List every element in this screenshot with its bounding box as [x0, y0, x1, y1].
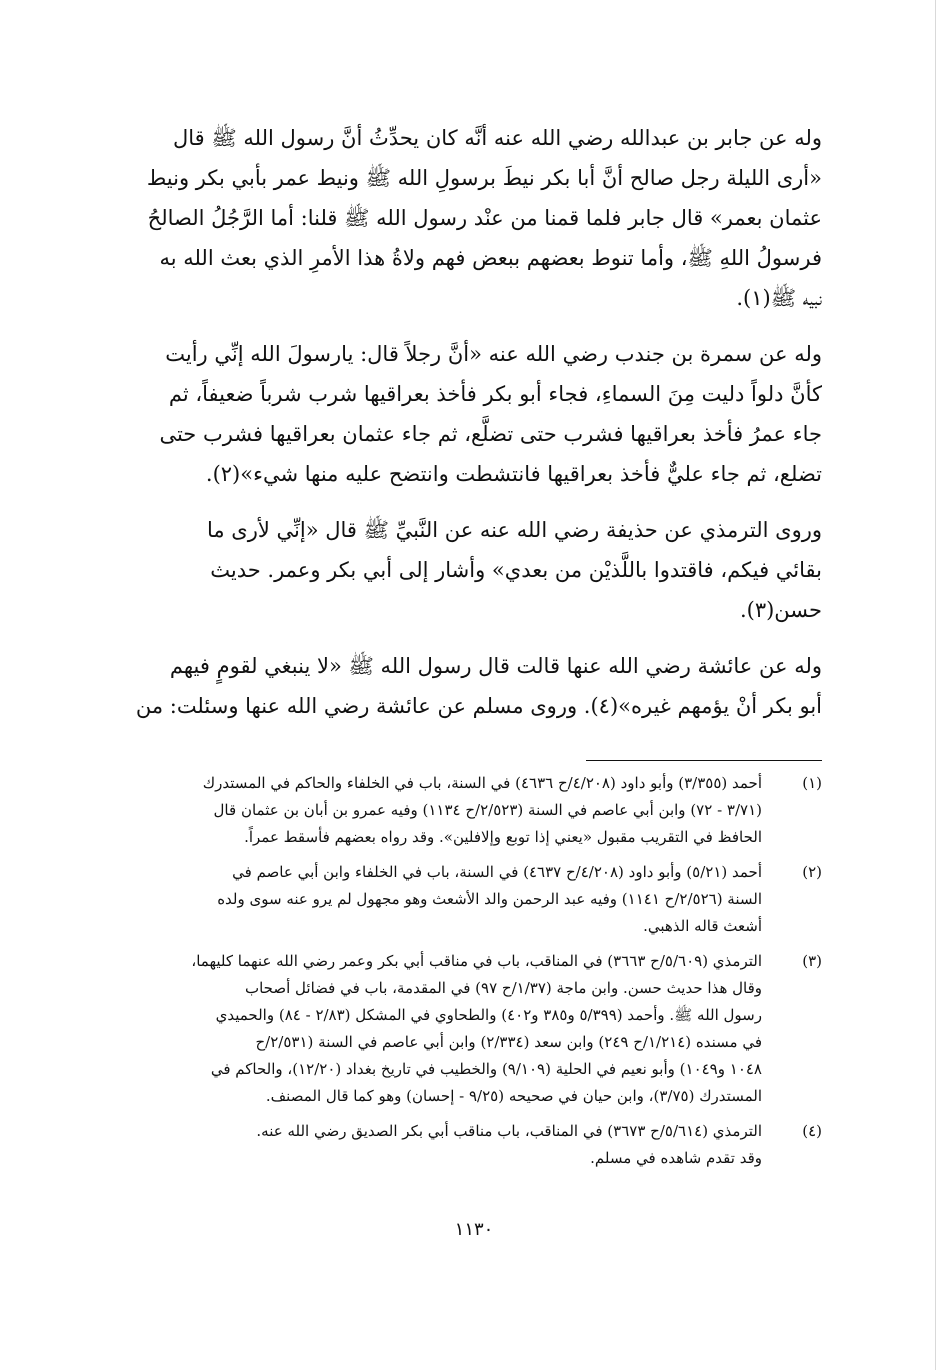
footnote-text: أحمد (٣/٣٥٥) وأبو داود (٤/٢٠٨/ح ٤٦٣٦) في السنة، باب في الخلفاء والحاكم في المستدرك (٣/٧١ - ٧٢) وابن أبي عاصم في السنة (٢/٥٢٣/ح ١١٣٤) وفيه عمرو بن أبان بن عثمان قال الحافظ في التقريب مقبول «يعني إذا توبع وإلافلين». وقد رواه بعضهم فأسقط عمراً. [202, 774, 762, 846]
paragraph-samura: وله عن سمرة بن جندب رضي الله عنه «أنَّ رجلاً قال: يارسولَ الله إنِّي رأيت كأنَّ دلواً دليت مِنَ السماءِ، فجاء أبو بكر فأخذ بعراقيها شرب شرباً ضعيفاً، ثم جاء عمرُ فأخذ بعراقيها فشرب حتى تضلَّع، ثم جاء عثمان بعراقيها فشرب حتى تضلع، ثم جاء عليٌّ فأخذ بعراقيها فانتشطت وانتضح عليه منها شيء»(٢). [159, 342, 822, 486]
footnote-3 [104, 948, 822, 1110]
footnote-4 [104, 1118, 822, 1172]
footnote-1 [104, 770, 822, 851]
scan-edge-line [935, 0, 936, 1370]
footnote-2 [104, 859, 822, 940]
footnote-text: الترمذي (٥/٦١٤/ح ٣٦٧٣) في المناقب، باب مناقب أبي بكر الصديق رضي الله عنه. وقد تقدم شاهده في مسلم. [256, 1122, 762, 1167]
main-text [118, 118, 822, 726]
footnote-number: (١) [802, 774, 822, 792]
paragraph-jabir: وله عن جابر بن عبدالله رضي الله عنه أنَّه كان يحدِّثُ أنَّ رسول الله ﷺ قال «أرى الليلة رجل صالح أنَّ أبا بكر نيطَ برسولِ الله ﷺ ونيط عمر بأبي بكر ونيط عثمان بعمر» قال جابر فلما قمنا من عنْد رسول الله ﷺ قلنا: أما الرَّجُلُ الصالحُ فرسولُ اللهِ ﷺ، وأما تنوط بعضهم ببعض فهم ولاةُ هذا الأمرِ الذي بعث الله به نبيه ﷺ(١). [146, 126, 822, 310]
footnotes [104, 770, 822, 1180]
footnote-number: (٣) [802, 952, 822, 970]
footnote-number: (٢) [802, 863, 822, 881]
paragraph-aisha: وله عن عائشة رضي الله عنها قالت قال رسول الله ﷺ «لا ينبغي لقومٍ فيهم أبو بكر أنْ يؤمهم غيره»(٤). وروى مسلم عن عائشة رضي الله عنها وسئلت: من [135, 654, 822, 718]
paragraph-hudhayfa: وروى الترمذي عن حذيفة رضي الله عنه عن النَّبيِّ ﷺ قال «إنِّي لأرى ما بقائي فيكم، فاقتدوا باللَّذيْن من بعدي» وأشار إلى أبي بكر وعمر. حديث حسن(٣). [206, 518, 822, 622]
footnote-text: أحمد (٥/٢١) وأبو داود (٤/٢٠٨/ح ٤٦٣٧) في السنة، باب في الخلفاء وابن أبي عاصم في السنة (٢/٥٢٦/ح ١١٤١) وفيه عبد الرحمن والد الأشعث وهو مجهول لم يرو عنه سوى ولده أشعث قاله الذهبي. [217, 863, 762, 935]
footnote-number: (٤) [802, 1122, 822, 1140]
footnote-separator [586, 760, 822, 761]
page-number: ١١٣٠ [454, 1219, 494, 1240]
footnote-text: الترمذي (٥/٦٠٩/ح ٣٦٦٣) في المناقب، باب في مناقب أبي بكر وعمر رضي الله عنهما كليهما، وقال هذا حديث حسن. وابن ماجة (١/٣٧/ح ٩٧) في المقدمة، باب في فضائل أصحاب رسول الله ﷺ. وأحمد (٥/٣٩٩ و٣٨٥ و٤٠٢) والطحاوي في المشكل (٢/٨٣ - ٨٤) والحميدي في مسنده (١/٢١٤/ح ٢٤٩) وابن سعد (٢/٣٣٤) وابن أبي عاصم في السنة (٢/٥٣١/ح ١٠٤٨ و١٠٤٩) وأبو نعيم في الحلية (٩/١٠٩) والخطيب في تاريخ بغداد (١٢/٢٠)، والحاكم في المستدرك (٣/٧٥)، وابن حيان في صحيحه (٩/٢٥ - إحسان) وهو كما قال المصنف. [191, 952, 762, 1105]
